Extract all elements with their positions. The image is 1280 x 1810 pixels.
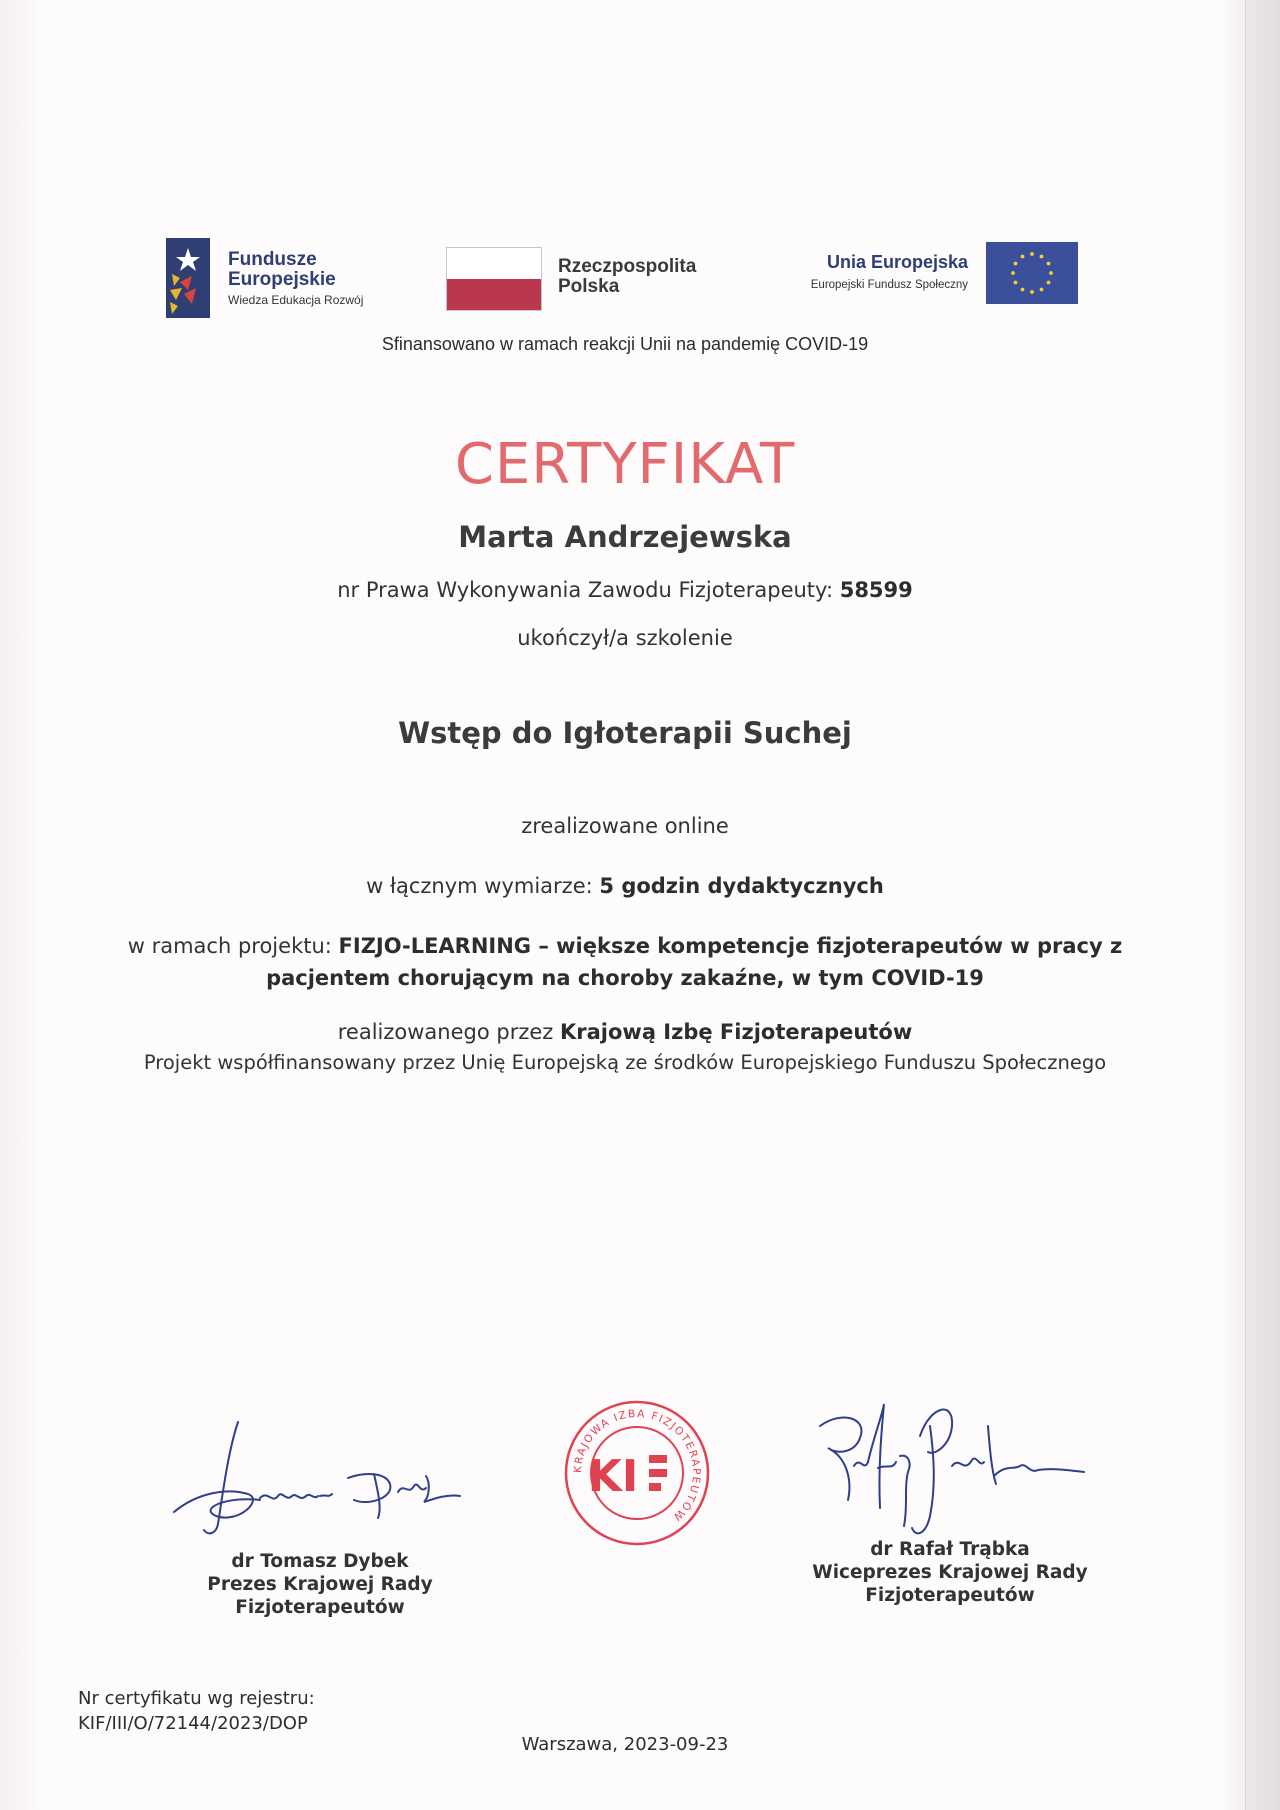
register-number: KIF/III/O/72144/2023/DOP [78, 1713, 308, 1734]
course-name: Wstęp do Igłoterapii Suchej [398, 716, 852, 750]
hours-value: 5 godzin dydaktycznych [599, 874, 884, 898]
signatory-left-role-1: Prezes Krajowej Rady [207, 1574, 433, 1595]
signature-right [812, 1396, 1092, 1546]
project-line [70, 930, 1180, 994]
mode-text: zrealizowane online [521, 814, 729, 838]
license-label: nr Prawa Wykonywania Zawodu Fizjoterapeuty: [337, 578, 834, 602]
eu-star-icon [1040, 288, 1044, 292]
holder-name: Marta Andrzejewska [458, 520, 792, 554]
place-and-date: Warszawa, 2023-09-23 [521, 1734, 729, 1755]
fundusze-europejskie-program: Wiedza Edukacja Rozwój [228, 293, 364, 307]
eu-star-icon [1047, 262, 1051, 266]
project-name: FIZJO-LEARNING – większe kompetencje fizjoterapeutów w pracy z pacjentem chorującym na choroby zakaźne, w tym COVID-19 [266, 934, 1123, 990]
eu-star-icon [1030, 252, 1034, 256]
eu-star-icon [1014, 281, 1018, 285]
rzeczpospolita-polska-name: Rzeczpospolita Polska [558, 256, 697, 297]
eu-star-icon [1014, 262, 1018, 266]
fundusze-europejskie-name: Fundusze Europejskie [228, 249, 336, 290]
license-number: 58599 [839, 578, 913, 602]
realized-label: realizowanego przez [337, 1020, 554, 1044]
eu-star-icon [1040, 255, 1044, 259]
kif-logo-mark [588, 1451, 667, 1502]
project-label: w ramach projektu: [127, 934, 332, 958]
eu-star-icon [1021, 255, 1025, 259]
completed-text: ukończył/a szkolenie [517, 626, 733, 650]
svg-text:KI: KI [587, 1451, 639, 1502]
kif-seal [563, 1399, 711, 1547]
eu-flag [986, 242, 1078, 304]
eu-star-icon [1011, 271, 1015, 275]
eu-star-icon [1030, 290, 1034, 294]
register-block [78, 1686, 315, 1736]
signatory-right-role-1: Wiceprezes Krajowej Rady [812, 1562, 1088, 1583]
realized-line [0, 1020, 1250, 1044]
certificate-title: CERTYFIKAT [454, 432, 796, 497]
signatory-left-name: dr Tomasz Dybek [231, 1551, 409, 1572]
signature-left [168, 1412, 468, 1542]
unia-europejska-fund: Europejski Fundusz Społeczny [810, 279, 968, 291]
eu-star-icon [1021, 288, 1025, 292]
hours-line [0, 874, 1250, 898]
seal-ring-text: KRAJOWA IZBA FIZJOTERAPEUTÓW [571, 1407, 703, 1524]
signatory-left [150, 1550, 490, 1619]
polish-flag [446, 247, 542, 311]
unia-europejska-name: Unia Europejska [826, 252, 968, 272]
signatory-right [780, 1538, 1120, 1607]
fundusze-europejskie-emblem [166, 238, 210, 318]
hours-label: w łącznym wymiarze: [366, 874, 593, 898]
realized-by: Krajową Izbę Fizjoterapeutów [560, 1020, 913, 1044]
register-label: Nr certyfikatu wg rejestru: [78, 1688, 315, 1709]
eu-star-icon [1047, 281, 1051, 285]
signatory-right-role-2: Fizjoterapeutów [865, 1585, 1035, 1606]
funding-note: Sfinansowano w ramach reakcji Unii na pandemię COVID-19 [381, 334, 869, 354]
signatory-right-name: dr Rafał Trąbka [870, 1539, 1030, 1560]
cofinanced-text: Projekt współfinansowany przez Unię Europejską ze środków Europejskiego Funduszu Społecznego [143, 1051, 1107, 1074]
eu-star-icon [1049, 271, 1053, 275]
page-edge-shadow [1245, 0, 1280, 1810]
signatory-left-role-2: Fizjoterapeutów [235, 1597, 405, 1618]
license-line [0, 578, 1250, 602]
